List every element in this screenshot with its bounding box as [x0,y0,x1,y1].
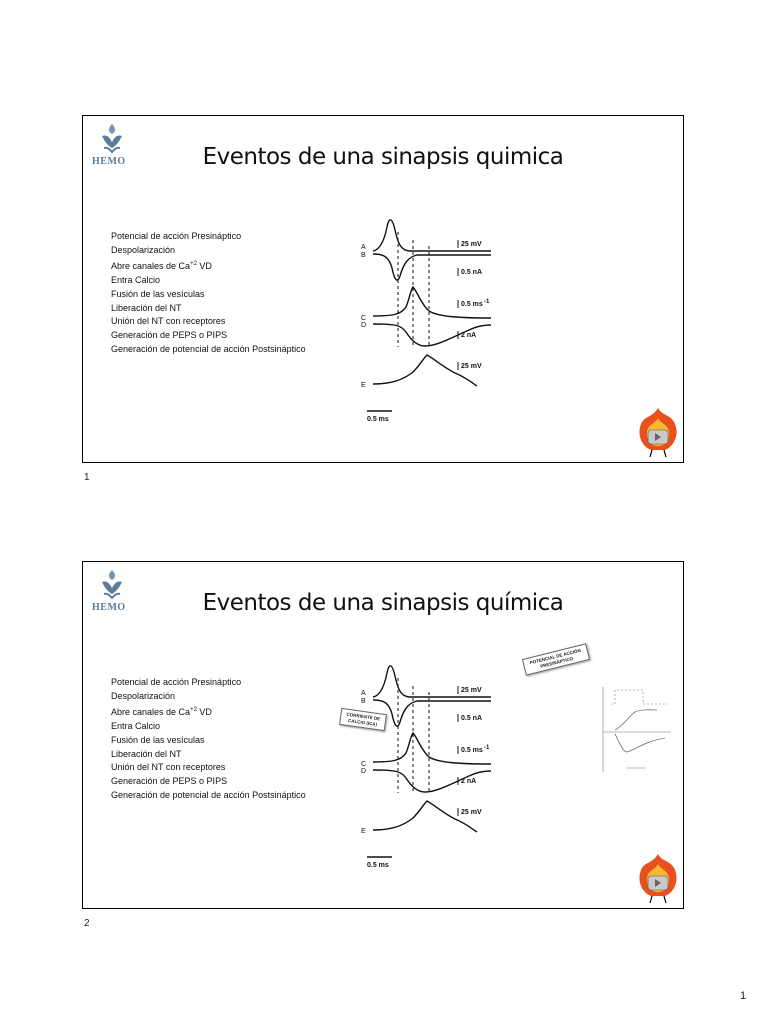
trace-label: A [361,690,366,697]
trace-label: A [361,244,366,251]
event-item: Generación de potencial de acción Postsináptico [111,790,306,801]
time-scale-label: 0.5 ms [367,416,389,423]
trace-label: B [361,698,366,705]
event-item: Liberación del NT [111,748,182,759]
trace-label: C [361,761,367,768]
events-list [111,230,306,357]
event-item: Fusión de las vesículas [111,734,205,745]
event-item: Generación de potencial de acción Postsináptico [111,344,306,355]
scale-label: 25 mV [461,687,482,694]
slide-number: 2 [84,918,90,929]
time-scale-label: 0.5 ms [367,862,389,869]
event-item: Unión del NT con receptores [111,316,226,327]
scale-label: 0.5 ms [461,747,483,754]
event-item: Unión del NT con receptores [111,762,226,773]
trace-label: D [361,322,367,329]
trace-b [373,254,491,280]
scale-label: 25 mV [461,363,482,370]
event-item: Generación de PEPS o PIPS [111,330,228,341]
slide-title: Eventos de una sinapsis química [202,590,564,616]
synapse-traces-figure [351,658,511,873]
trace-label: C [361,315,367,322]
scale-label: 25 mV [461,809,482,816]
scale-label: 0.5 ms [461,301,483,308]
scale-label: -1 [484,745,490,751]
scale-label: 2 nA [461,778,477,785]
event-item: Abre canales de $Ca^{+2}$ VD [111,260,212,271]
scale-label: 0.5 nA [461,715,483,722]
trace-label: D [361,768,367,775]
synapse-traces-figure [351,212,511,427]
scale-label: 0.5 nA [461,269,483,276]
trace-label: E [361,828,366,835]
event-item: Liberación del NT [111,302,182,313]
logo-text: HEMO [92,602,126,613]
flame-mascot-icon [637,852,679,904]
ca-superscript: +2 [190,260,197,267]
scale-label: 2 nA [461,332,477,339]
trace-label: E [361,382,366,389]
trace-b [373,700,491,726]
slide-1 [82,115,684,463]
scale-label: 25 mV [461,241,482,248]
event-item: Entra Calcio [111,720,161,731]
event-item: Abre canales de $Ca^{+2}$ VD [111,706,212,717]
slide-2 [82,561,684,909]
voltage-clamp-mini-plot [593,682,673,782]
calcium-current-sticker: CORRIENTE DE CALCIO (ICA) [339,708,387,731]
trace-e [373,355,477,386]
slide-number: 1 [84,472,90,483]
flame-mascot-icon [637,406,679,458]
event-item: Potencial de acción Presináptico [111,677,242,687]
page-footer-number: 1 [740,990,747,1002]
action-potential-sticker: POTENCIAL DE ACCIÓN PRESINÁPTICO [522,643,590,675]
event-item: Potencial de acción Presináptico [111,231,242,241]
event-item: Despolarización [111,690,176,701]
events-list [111,676,306,803]
logo-text: HEMO [92,156,126,167]
event-item: Entra Calcio [111,274,161,285]
slide-title: Eventos de una sinapsis quimica [202,144,564,170]
trace-label: B [361,252,366,259]
event-item: Generación de PEPS o PIPS [111,776,228,787]
scale-label: -1 [484,299,490,305]
event-item: Despolarización [111,244,176,255]
event-item: Fusión de las vesículas [111,288,205,299]
ca-superscript: +2 [190,706,197,713]
trace-e [373,801,477,832]
